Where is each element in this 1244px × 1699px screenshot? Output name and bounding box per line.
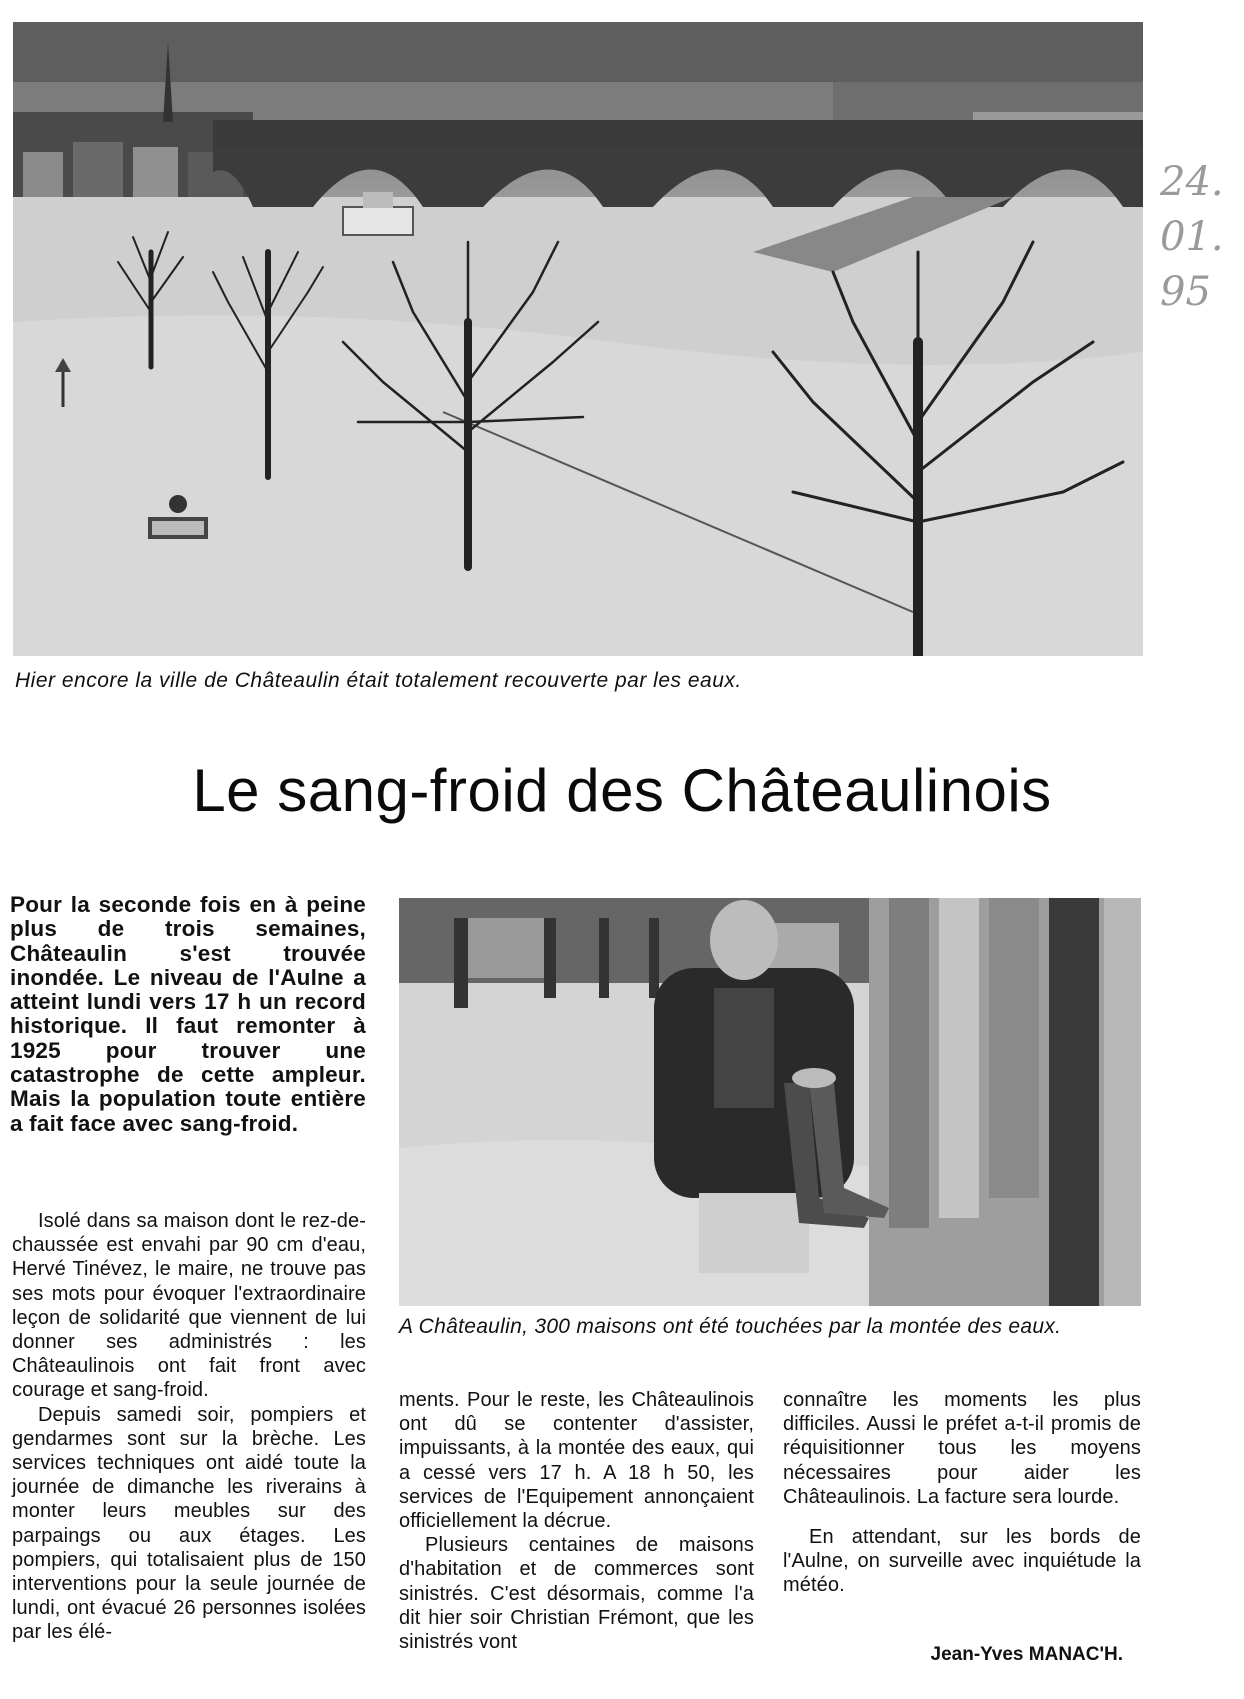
handwritten-day: 24.	[1160, 159, 1224, 205]
body-paragraph: Plusieurs centaines de maisons d'habitation et de commerces sont sinistrés. C'est désormais, comme l'a dit hier soir Christian Frémont, que les sinistrés vont	[399, 1534, 754, 1654]
body-column-2	[399, 1388, 754, 1654]
body-paragraph: connaître les moments les plus difficiles. Aussi le préfet a-t-il promis de réquisitionner tous les moyens nécessaires pour aider les Châteaulinois. La facture sera lourde.	[783, 1389, 1141, 1508]
second-photo-caption: A Châteaulin, 300 maisons ont été touchées par la montée des eaux.	[399, 1315, 1062, 1338]
body-column-1	[12, 1209, 366, 1645]
body-column-3	[783, 1388, 1141, 1598]
article-lead: Pour la seconde fois en à peine plus de trois semaines, Châteaulin s'est trouvée inondée. Le niveau de l'Aulne a atteint lundi vers 17 h un record historique. Il faut remonter à 1925 pour trouver une catastrophe de cette ampleur. Mais la population toute entière a fait face avec sang-froid.	[10, 892, 366, 1136]
body-paragraph: Isolé dans sa maison dont le rez-de-chaussée est envahi par 90 cm d'eau, Hervé Tinévez, le maire, ne trouve pas ses mots pour évoquer l'extraordinaire leçon de solidarité que viennent de lui donner ses administrés : les Châteaulinois ont fait front avec courage et sang-froid.	[12, 1210, 366, 1402]
author-byline: Jean-Yves MANAC'H.	[930, 1644, 1123, 1665]
handwritten-date	[1150, 150, 1240, 320]
handwritten-year: 95	[1160, 269, 1211, 315]
body-paragraph: En attendant, sur les bords de l'Aulne, on surveille avec inquiétude la météo.	[783, 1526, 1141, 1597]
man-wading-photo	[399, 898, 1141, 1306]
handwritten-month: 01.	[1160, 214, 1224, 260]
body-paragraph: ments. Pour le reste, les Châteaulinois ont dû se contenter d'assister, impuissants, à la montée des eaux, qui a cessé vers 17 h. A 18 h 50, les services de l'Equipement annonçaient officiellement la décrue.	[399, 1389, 754, 1533]
body-paragraph: Depuis samedi soir, pompiers et gendarmes sont sur la brèche. Les services techniques ont aidé toute la journée de dimanche les riverains à monter leurs meubles sur des parpaings ou aux étages. Les pompiers, qui totalisaient plus de 150 interventions pour la seule journée de lundi, ont évacué 26 personnes isolées par les élé-	[12, 1403, 366, 1644]
flood-bridge-photo	[13, 22, 1143, 656]
article-headline: Le sang-froid des Châteaulinois	[192, 757, 1052, 824]
top-photo-caption: Hier encore la ville de Châteaulin était totalement recouverte par les eaux.	[15, 669, 742, 692]
